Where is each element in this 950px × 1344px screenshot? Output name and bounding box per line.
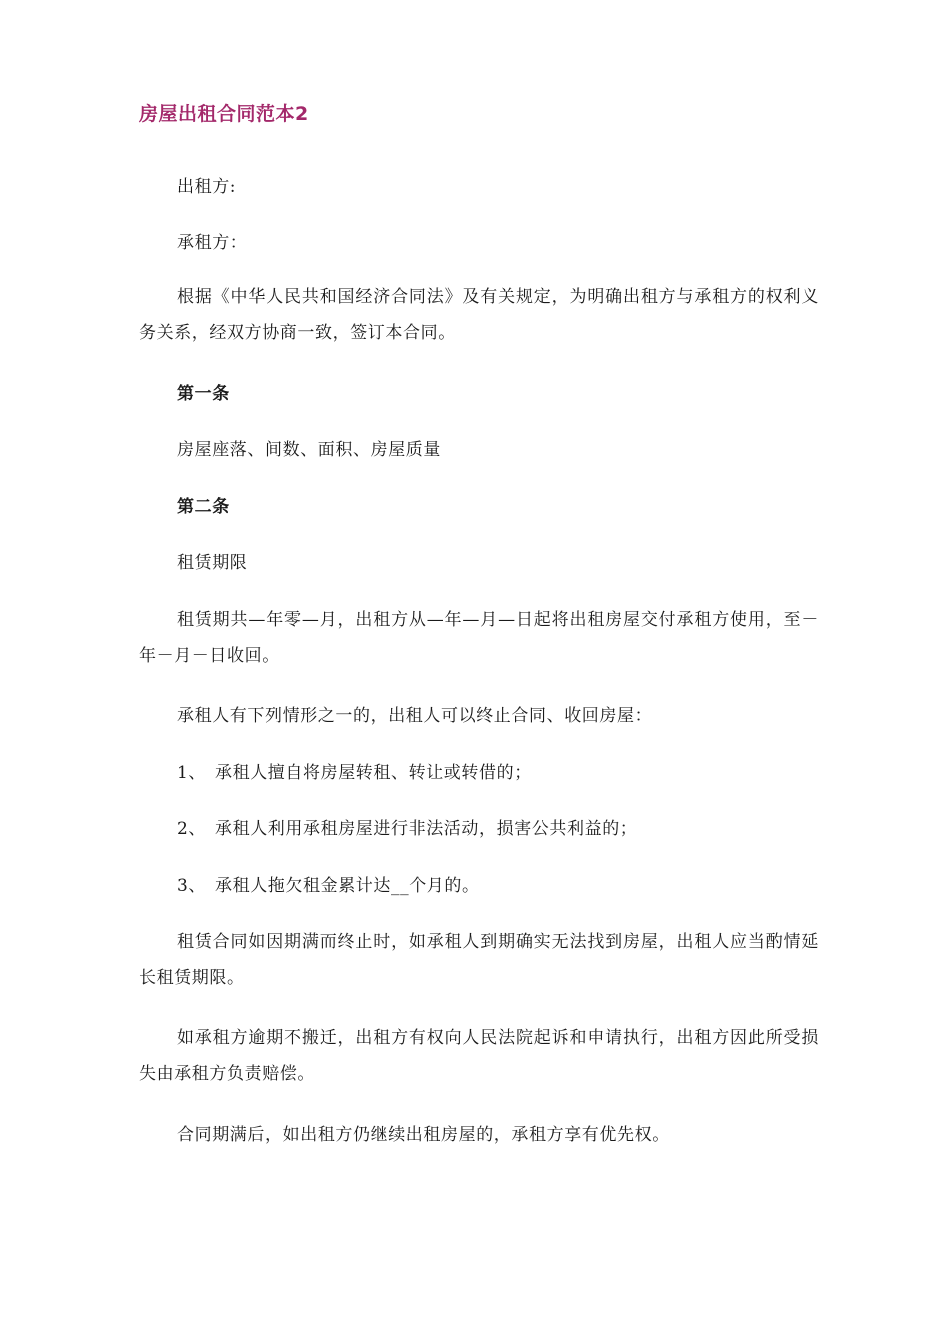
article-2-heading: 第二条 xyxy=(177,497,230,517)
termination-item xyxy=(177,868,480,904)
item-text: 承租人拖欠租金累计达__个月的。 xyxy=(215,876,480,896)
lessee-line: 承租方： xyxy=(177,233,248,253)
article-1-heading: 第一条 xyxy=(177,384,230,404)
item-text: 承租人利用承租房屋进行非法活动，损害公共利益的； xyxy=(215,819,638,839)
termination-intro: 承租人有下列情形之一的，出租人可以终止合同、收回房屋： xyxy=(177,706,653,726)
priority-paragraph: 合同期满后，如出租方仍继续出租房屋的，承租方享有优先权。 xyxy=(177,1125,670,1145)
article-1-body: 房屋座落、间数、面积、房屋质量 xyxy=(177,440,441,460)
item-number: 1、 xyxy=(177,763,207,783)
termination-item xyxy=(177,811,637,847)
article-2-subtitle: 租赁期限 xyxy=(177,553,248,573)
item-number: 3、 xyxy=(177,876,207,896)
item-number: 2、 xyxy=(177,819,207,839)
item-text: 承租人擅自将房屋转租、转让或转借的； xyxy=(215,763,532,783)
preamble-paragraph: 根据《中华人民共和国经济合同法》及有关规定，为明确出租方与承租方的权利义务关系，经双方协商一致，签订本合同。 xyxy=(139,287,819,343)
termination-item xyxy=(177,755,532,791)
overdue-paragraph: 如承租方逾期不搬迁，出租方有权向人民法院起诉和申请执行，出租方因此所受损失由承租方负责赔偿。 xyxy=(139,1028,819,1084)
lease-term-paragraph: 租赁期共—年零—月，出租方从—年—月—日起将出租房屋交付承租方使用，至－年－月－日收回。 xyxy=(139,610,819,666)
document-title: 房屋出租合同范本2 xyxy=(139,103,309,125)
lessor-line: 出租方: xyxy=(177,177,237,197)
extension-paragraph: 租赁合同如因期满而终止时，如承租人到期确实无法找到房屋，出租人应当酌情延长租赁期限。 xyxy=(139,932,819,988)
